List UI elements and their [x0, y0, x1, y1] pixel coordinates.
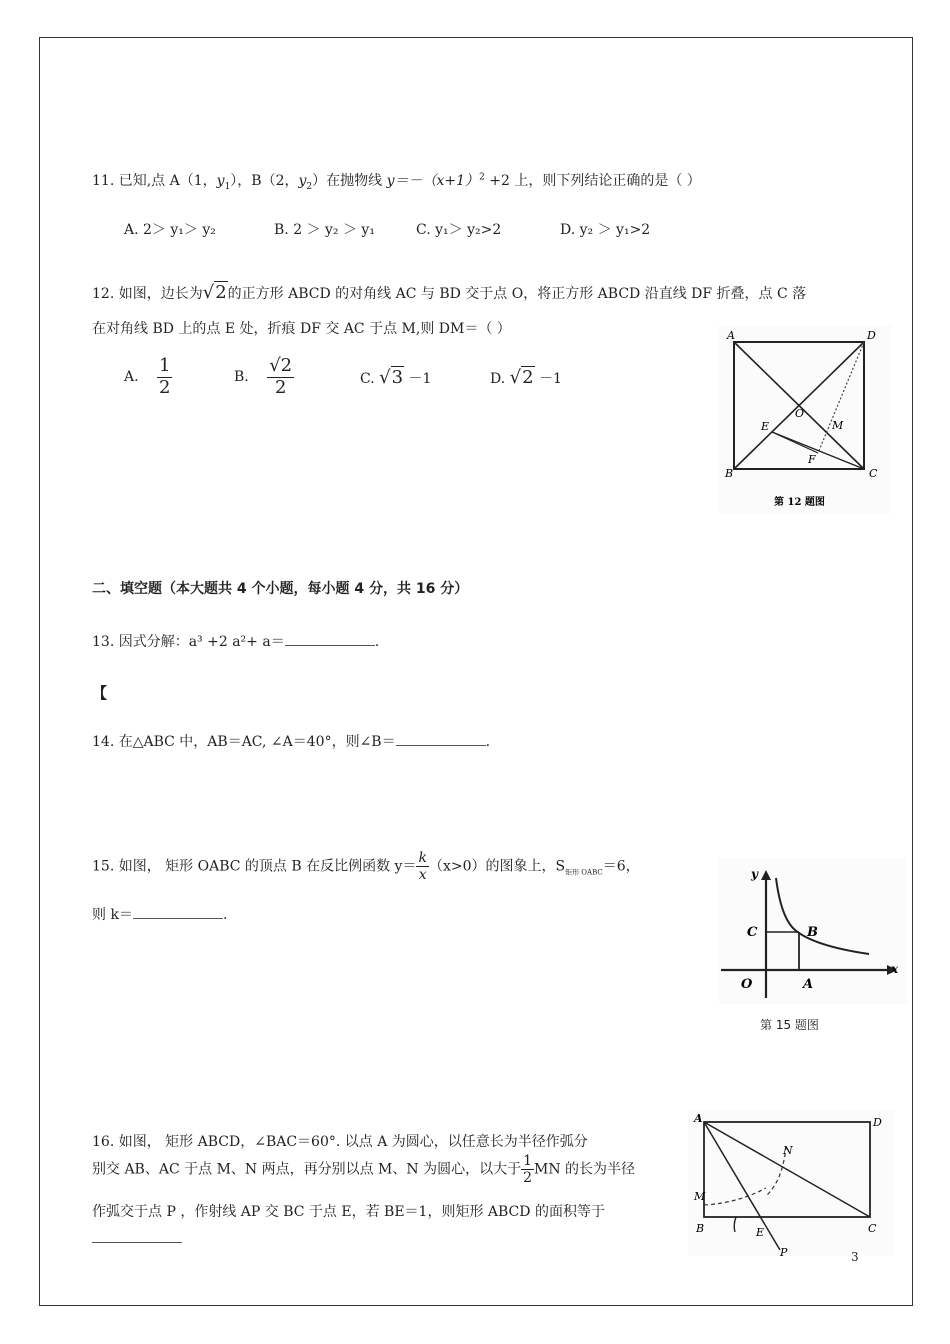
label-y: y	[751, 867, 758, 881]
q12-option-a: A. $\frac{1}{2}$	[124, 355, 171, 398]
label-a: A	[803, 977, 814, 992]
stray-bracket: 【	[92, 684, 108, 702]
q14: 14. 在△ABC 中，AB＝AC, ∠A＝40°，则∠B＝ .	[92, 734, 491, 750]
segment-ef	[772, 432, 818, 453]
q16-figure	[688, 1110, 894, 1256]
q16-line1: 16. 如图， 矩形 ABCD，∠BAC＝60°. 以点 A 为圆心，以任意长为半径作弧分	[92, 1134, 588, 1150]
q16-line2: 别交 AB、AC 于点 M、N 两点，再分别以点 M、N 为圆心，以大于 $\frac{1}{2}$ MN 的长为半径	[92, 1153, 636, 1187]
label-a: A	[727, 329, 735, 342]
q12-stem-line2: 在对角线 BD 上的点 E 处，折痕 DF 交 AC 于点 M,则 DM＝（ ）	[92, 321, 511, 337]
q13-answer-blank[interactable]	[285, 632, 375, 646]
diagonal-ac	[704, 1122, 870, 1217]
arc-mn	[704, 1188, 766, 1205]
q16-line3: 作弧交于点 P ，作射线 AP 交 BC 于点 E，若 BE＝1，则矩形 ABCD 的面积等于	[92, 1204, 605, 1220]
angle-mark	[734, 1217, 736, 1232]
label-p: P	[780, 1246, 788, 1256]
page-number: 3	[851, 1250, 859, 1264]
q12-option-c: C. √3 －1	[360, 367, 432, 388]
q15-answer-blank[interactable]	[133, 905, 223, 919]
label-c: C	[747, 925, 758, 940]
label-f: F	[808, 453, 816, 466]
q12-option-b: B. $\frac{√2}{2}$	[234, 355, 293, 398]
label-m: M	[832, 419, 844, 432]
label-x: x	[891, 962, 899, 976]
label-b: B	[725, 467, 734, 480]
q13: 13. 因式分解：a³ +2 a²+ a＝ .	[92, 634, 380, 650]
q15-figure	[719, 858, 907, 1004]
label-b: B	[807, 925, 818, 940]
q16-rectangle-diagram	[688, 1110, 894, 1256]
fold-line-df	[818, 342, 864, 453]
q14-answer-blank[interactable]	[396, 732, 486, 746]
label-e: E	[761, 420, 770, 433]
label-o: O	[741, 977, 753, 992]
q11-option-d: D. y₂ ＞ y₁>2	[560, 222, 651, 238]
q11-option-a: A. 2＞ y₁＞ y₂	[124, 222, 216, 238]
label-d: D	[873, 1116, 882, 1129]
label-b: B	[696, 1222, 705, 1235]
q15-caption: 第 15 题图	[760, 1018, 819, 1032]
label-e: E	[756, 1226, 765, 1239]
label-o: O	[795, 407, 805, 420]
q11-option-c: C. y₁＞ y₂>2	[416, 222, 502, 238]
label-c: C	[869, 467, 878, 480]
q11-option-b: B. 2 ＞ y₂ ＞ y₁	[274, 222, 375, 238]
label-d: D	[867, 329, 876, 342]
y-axis-arrow	[761, 870, 771, 880]
ray-ap	[704, 1122, 780, 1250]
label-a: A	[694, 1112, 703, 1125]
q16-answer-blank[interactable]	[92, 1229, 182, 1243]
section-2-heading: 二、填空题（本大题共 4 个小题，每小题 4 分，共 16 分）	[92, 581, 469, 597]
segment-ec	[772, 432, 864, 469]
label-n: N	[783, 1144, 793, 1157]
q12-square-diagram	[719, 325, 891, 513]
q16-line4	[92, 1229, 182, 1247]
q15-stem: 15. 如图， 矩形 OABC 的顶点 B 在反比例函数 y＝ $\frac{k}{x}$ （x>0）的图象上，$S_{矩形 OABC}=6$，	[92, 850, 640, 884]
label-c: C	[868, 1222, 877, 1235]
q15-graph	[719, 858, 907, 1004]
label-m: M	[694, 1190, 706, 1203]
q15-line2: 则 k＝ .	[92, 907, 228, 923]
q12-figure	[719, 325, 891, 513]
q12-stem-line1: 12. 如图，边长为√2的正方形 ABCD 的对角线 AC 与 BD 交于点 O，将正方形 ABCD 沿直线 DF 折叠，点 C 落	[92, 282, 807, 303]
q11-stem: 11. 已知,点 A（1，$y_1$），B（2，$y_2$）在抛物线 $y=-(x+1)^2 +2$ 上，则下列结论正确的是（ ）	[92, 172, 701, 192]
q12-caption: 第 12 题图	[774, 497, 825, 508]
q12-option-d: D. √2 －1	[490, 367, 562, 388]
hyperbola-curve	[776, 878, 869, 954]
